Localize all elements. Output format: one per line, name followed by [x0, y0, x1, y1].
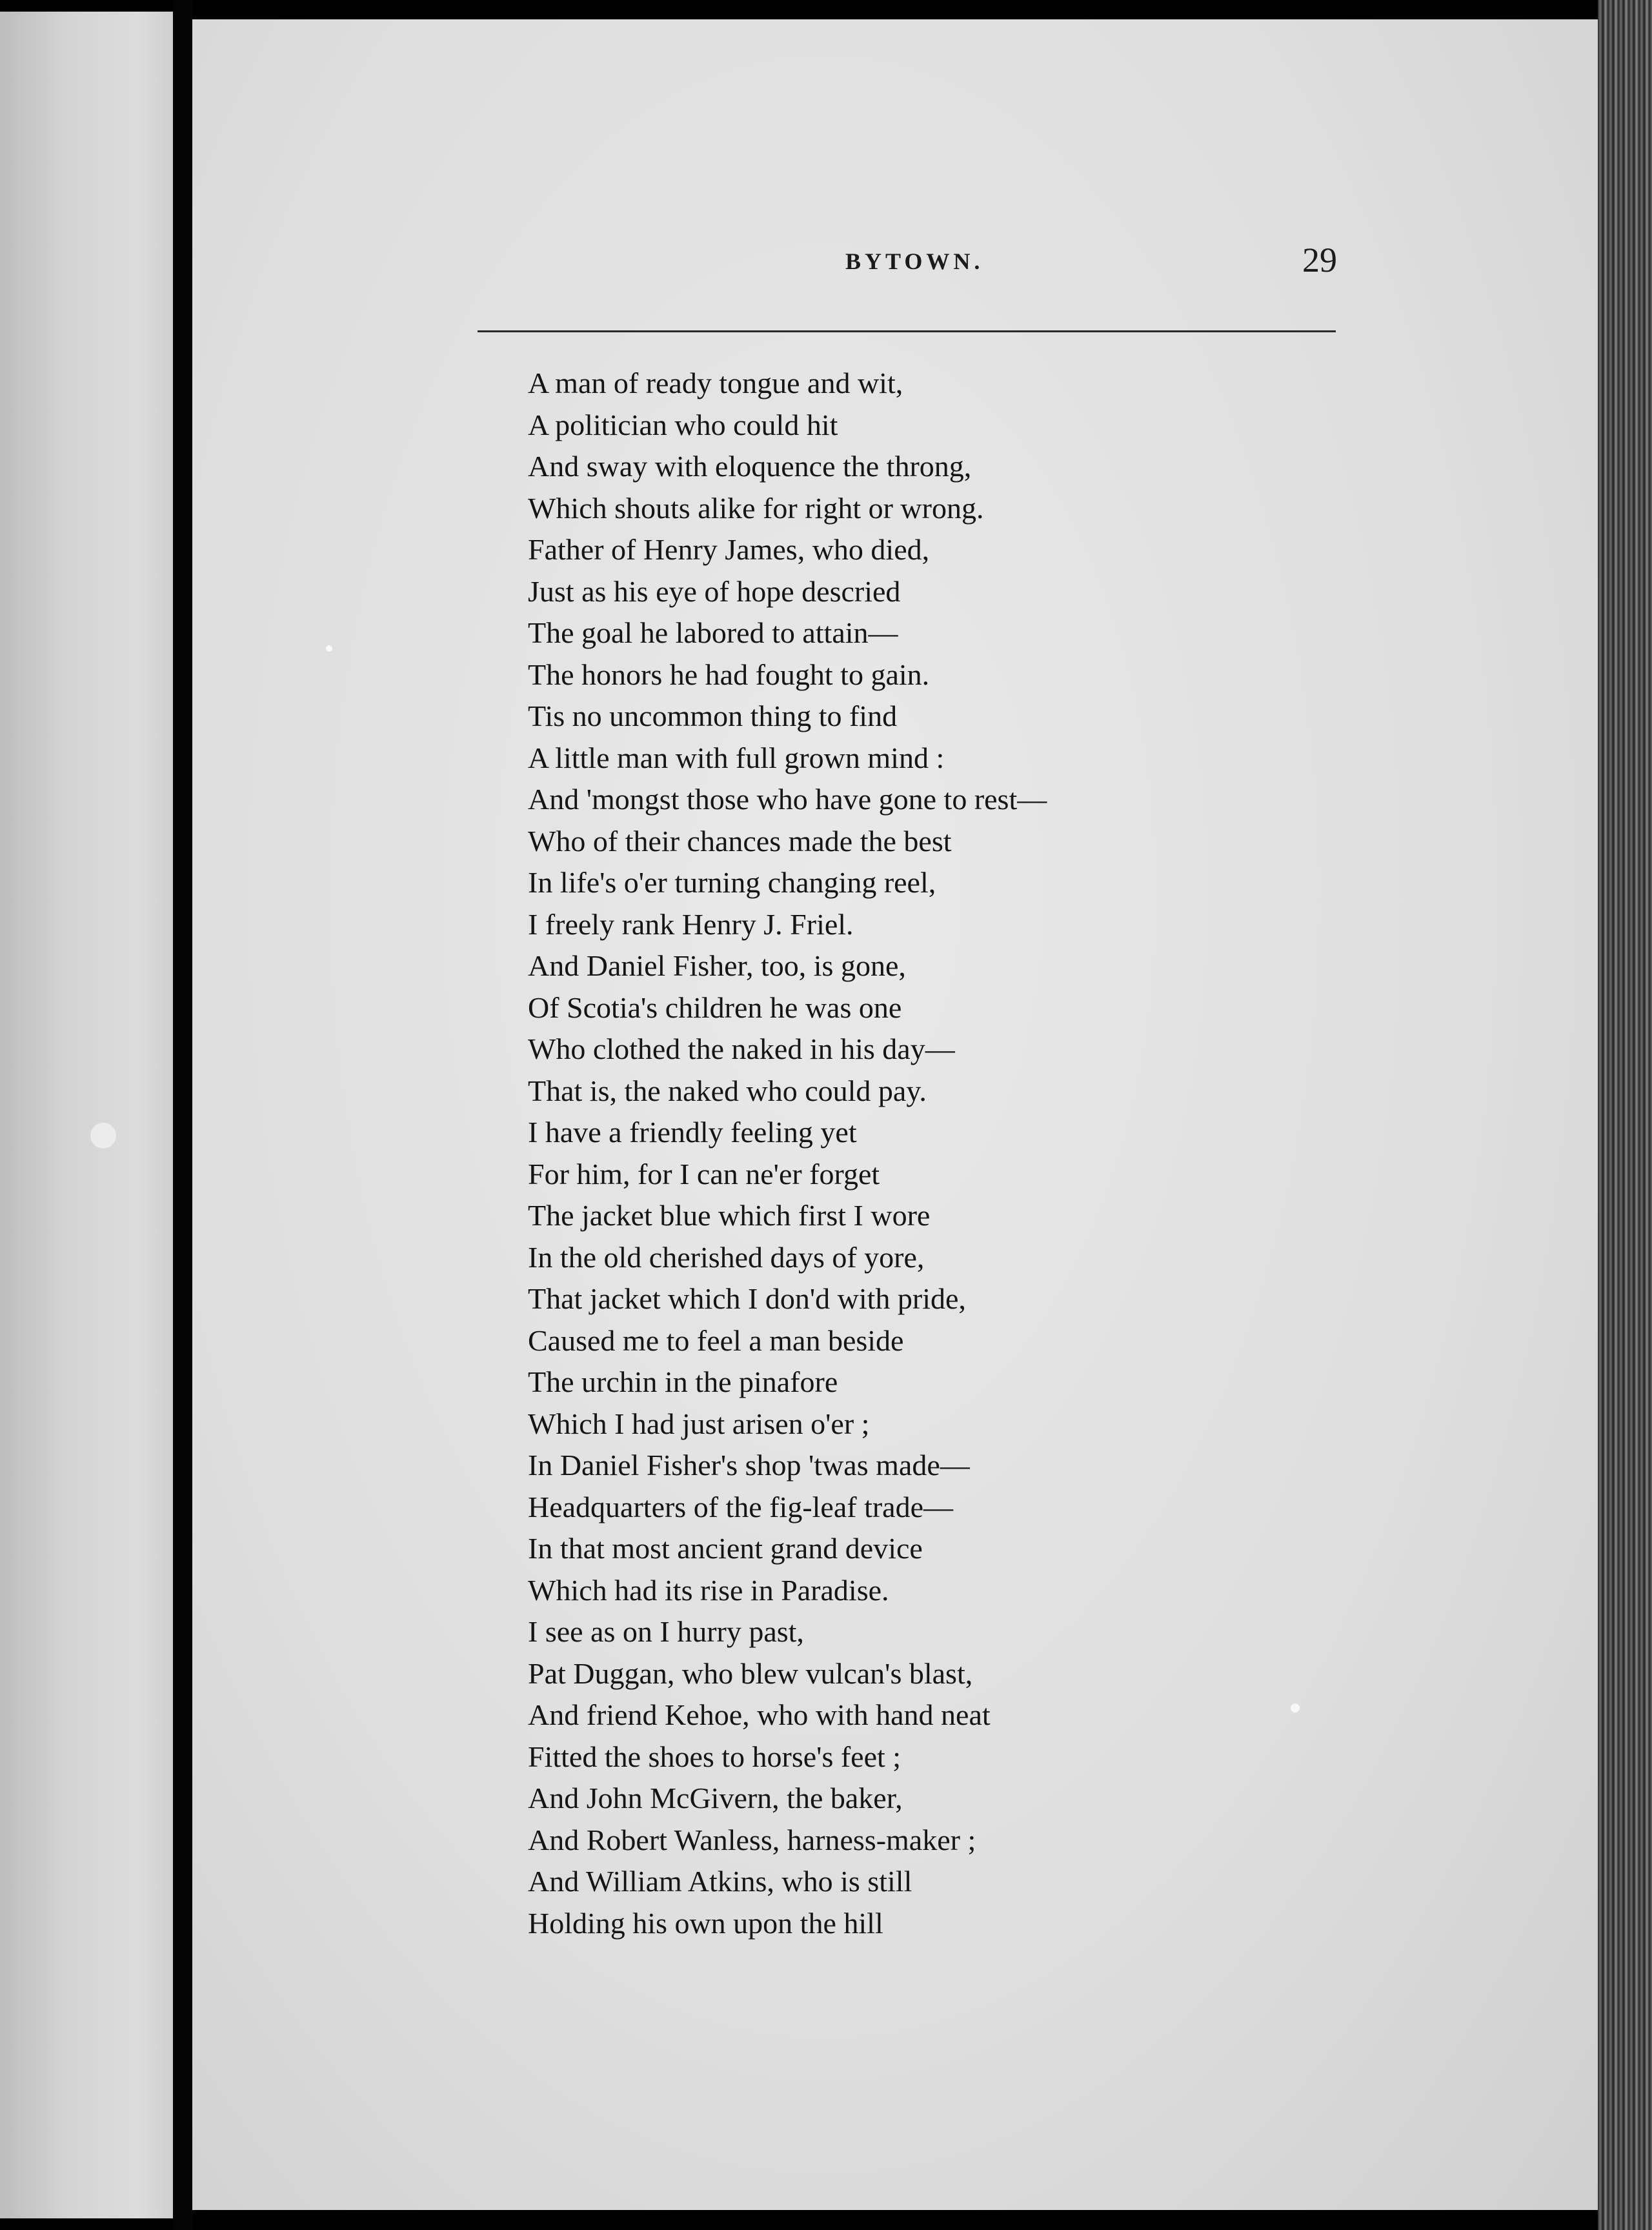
poem-line: Which had its rise in Paradise.: [528, 1573, 889, 1607]
binding-gutter: [173, 0, 192, 2230]
poem-line: The honors he had fought to gain.: [528, 658, 930, 691]
poem-line: Holding his own upon the hill: [528, 1906, 883, 1940]
poem-line: And John McGivern, the baker,: [528, 1782, 903, 1814]
header-rule: [478, 330, 1336, 332]
poem-line: In life's o'er turning changing reel,: [528, 866, 936, 899]
poem-line: And friend Kehoe, who with hand neat: [528, 1698, 991, 1731]
scan-speck: [90, 1123, 116, 1149]
poem-line: I freely rank Henry J. Friel.: [528, 907, 854, 941]
poem-line: In the old cherished days of yore,: [528, 1240, 925, 1274]
poem-line: And Daniel Fisher, too, is gone,: [528, 949, 906, 982]
poem-line: A little man with full grown mind :: [528, 741, 945, 774]
poem-line: Which I had just arisen o'er ;: [528, 1407, 870, 1440]
poem-line: That jacket which I don'd with pride,: [528, 1282, 966, 1315]
poem-line: I see as on I hurry past,: [528, 1615, 804, 1648]
poem-line: A man of ready tongue and wit,: [528, 367, 903, 399]
poem-line: In that most ancient grand device: [528, 1532, 923, 1565]
poem-line: Which shouts alike for right or wrong.: [528, 491, 984, 525]
poem-line: And 'mongst those who have gone to rest—: [528, 783, 1047, 816]
poem-line: Who of their chances made the best: [528, 824, 952, 858]
poem-line: And William Atkins, who is still: [528, 1865, 912, 1898]
poem-line: And sway with eloquence the throng,: [528, 450, 972, 483]
poem-line: Of Scotia's children he was one: [528, 990, 902, 1024]
poem-line: In Daniel Fisher's shop 'twas made—: [528, 1449, 970, 1482]
scan-speck: [326, 645, 332, 652]
poem-text: [528, 363, 1047, 1944]
poem-line: And Robert Wanless, harness-maker ;: [528, 1823, 976, 1856]
poem-line: Headquarters of the fig-leaf trade—: [528, 1490, 954, 1523]
facing-page-edge: [0, 12, 173, 2218]
poem-line: Tis no uncommon thing to find: [528, 699, 898, 732]
poem-line: Fitted the shoes to horse's feet ;: [528, 1740, 902, 1773]
poem-line: Just as his eye of hope descried: [528, 574, 901, 608]
page-number: 29: [1302, 241, 1337, 279]
scan-speck: [1291, 1703, 1300, 1713]
poem-line: Father of Henry James, who died,: [528, 533, 930, 566]
poem-line: That is, the naked who could pay.: [528, 1074, 927, 1107]
poem-line: I have a friendly feeling yet: [528, 1116, 857, 1149]
poem-line: Caused me to feel a man beside: [528, 1323, 904, 1357]
poem-line: A politician who could hit: [528, 408, 838, 441]
poem-line: The goal he labored to attain—: [528, 616, 898, 649]
poem-line: For him, for I can ne'er forget: [528, 1157, 880, 1190]
poem-line: The jacket blue which first I wore: [528, 1199, 931, 1232]
running-head: BYTOWN.: [845, 248, 984, 274]
poem-line: Who clothed the naked in his day—: [528, 1032, 955, 1065]
poem-line: Pat Duggan, who blew vulcan's blast,: [528, 1656, 973, 1690]
page-edge-stack: [1598, 0, 1652, 2230]
poem-line: The urchin in the pinafore: [528, 1365, 838, 1398]
